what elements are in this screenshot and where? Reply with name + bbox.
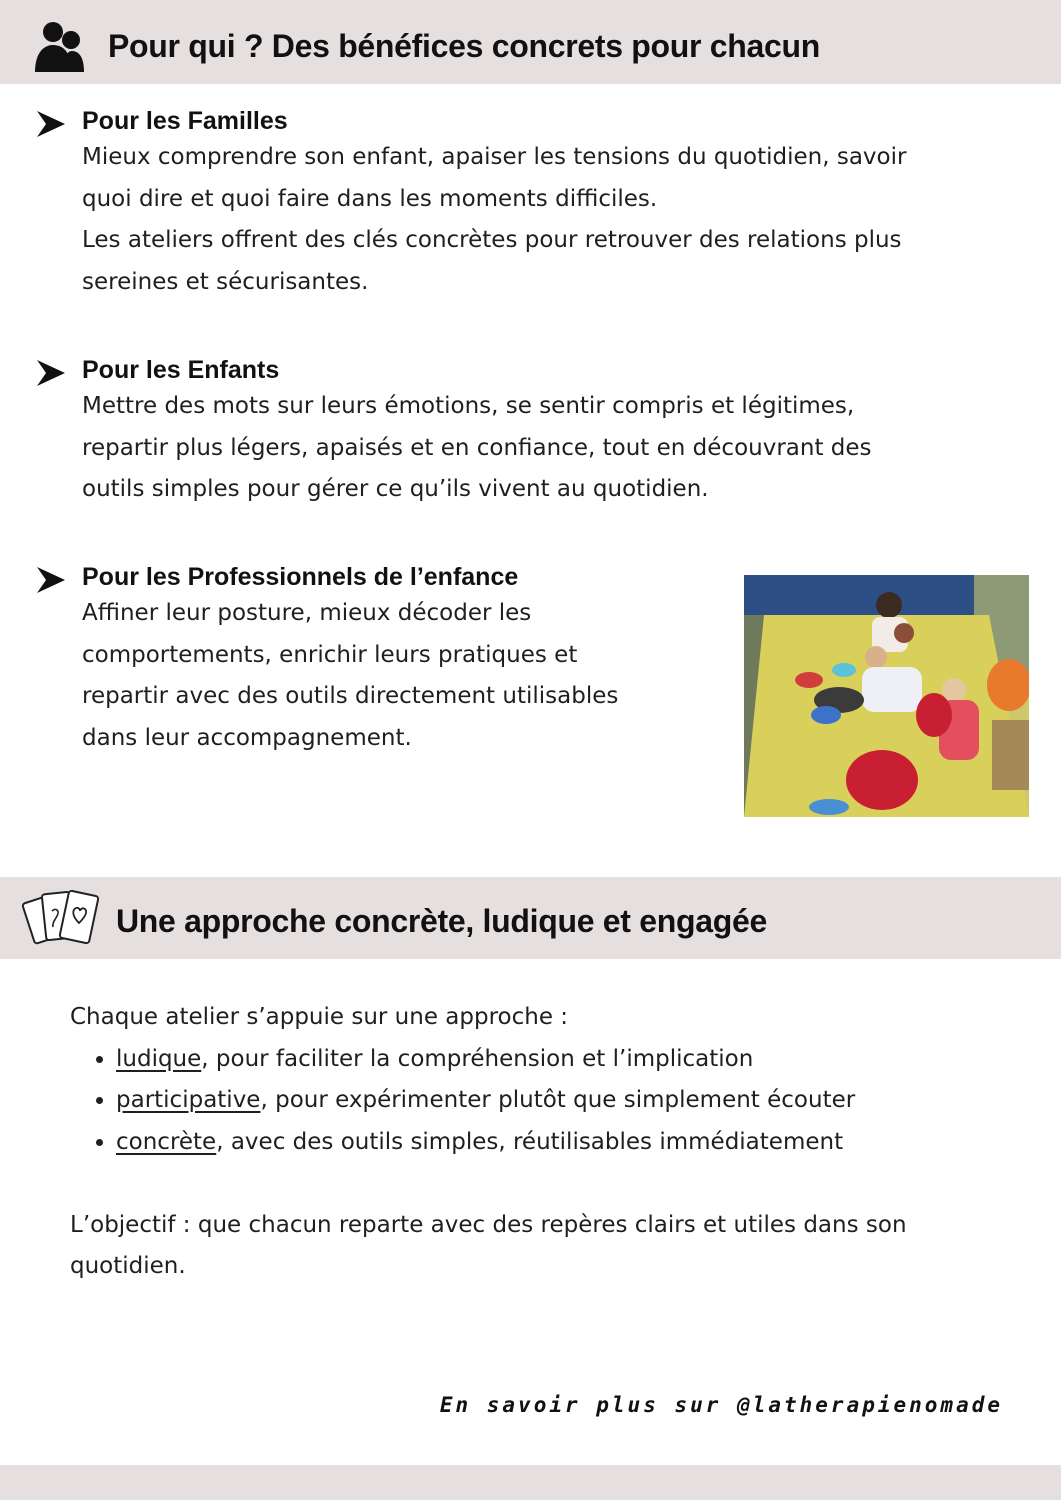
section-title-approach: Une approche concrète, ludique et engagée — [116, 903, 767, 939]
playing-cards-icon — [22, 885, 106, 949]
benefit-title: Pour les Familles — [82, 107, 288, 135]
list-item-text: , avec des outils simples, réutilisables immédiatement — [216, 1128, 844, 1155]
benefit-text: Mettre des mots sur leurs émotions, se sentir compris et légitimes, repartir plus légers, apaisés et en confiance, tout en découvrant des outils simples pour gérer ce qu’ils vivent au quotidien. — [82, 393, 872, 502]
benefit-children — [82, 354, 1012, 511]
benefit-title: Pour les Professionnels de l’enfance — [82, 563, 519, 591]
chevron-arrow-icon — [35, 564, 67, 596]
section-title-benefits: Pour qui ? Des bénéfices concrets pour chacun — [108, 28, 821, 64]
list-item-keyword: participative — [116, 1087, 261, 1113]
list-item — [116, 1080, 1010, 1122]
chevron-arrow-icon — [35, 357, 67, 389]
users-icon — [33, 20, 85, 74]
workshop-photo — [744, 575, 1029, 817]
benefit-professionals — [82, 561, 722, 759]
list-item-keyword: concrète — [116, 1128, 217, 1155]
chevron-arrow-icon — [35, 108, 67, 140]
benefit-title: Pour les Enfants — [82, 356, 280, 384]
approach-content — [70, 997, 1010, 1288]
approach-goal: L’objectif : que chacun reparte avec des repères clairs et utiles dans son quotidien. — [70, 1211, 907, 1279]
benefit-text: Mieux comprendre son enfant, apaiser les tensions du quotidien, savoir quoi dire et quoi faire dans les moments difficiles. Les ateliers offrent des clés concrètes pour retrouver des relations plus sereines et sécurisantes. — [82, 144, 907, 295]
footer-band — [0, 1465, 1061, 1500]
footer-social-link[interactable]: En savoir plus sur @latherapienomade — [439, 1393, 1003, 1417]
list-item — [116, 1122, 1010, 1164]
list-item — [116, 1039, 1010, 1081]
benefit-families — [82, 105, 1012, 303]
approach-list — [70, 1039, 1010, 1164]
list-item-keyword: ludique — [116, 1045, 202, 1072]
approach-intro: Chaque atelier s’appuie sur une approche : — [70, 1004, 569, 1030]
list-item-text: , pour expérimenter plutôt que simplement écouter — [260, 1087, 856, 1113]
list-item-text: , pour faciliter la compréhension et l’implication — [201, 1045, 754, 1072]
benefit-text: Affiner leur posture, mieux décoder les comportements, enrichir leurs pratiques et repartir avec des outils directement utilisables dans leur accompagnement. — [82, 600, 619, 751]
